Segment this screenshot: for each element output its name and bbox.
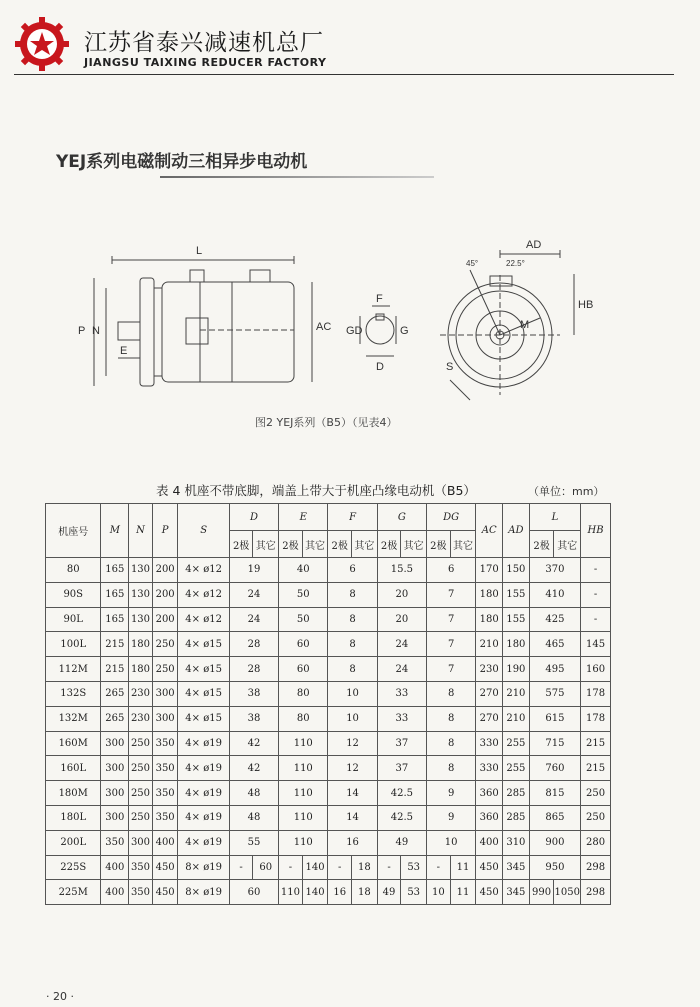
table-row xyxy=(46,632,611,657)
table-cell: 300 xyxy=(101,731,129,756)
table-cell: 80 xyxy=(279,706,328,731)
table-cell: 37 xyxy=(377,731,426,756)
table-cell: 165 xyxy=(101,558,129,583)
table-cell: 42.5 xyxy=(377,781,426,806)
table-cell: 350 xyxy=(152,781,178,806)
table-cell: 180 xyxy=(503,632,530,657)
table-row xyxy=(46,805,611,830)
table-cell: 110 xyxy=(279,880,303,905)
table-cell: 200 xyxy=(152,558,178,583)
table-cell: 4× ø19 xyxy=(178,731,229,756)
table-cell: 215 xyxy=(581,731,611,756)
page-number: · 20 · xyxy=(46,990,74,1003)
col-M: M xyxy=(101,504,129,558)
shaft-keyway-view xyxy=(360,306,396,356)
table-title: 表 4 机座不带底脚，端盖上带大于机座凸缘电动机（B5） xyxy=(156,483,476,498)
table-cell: 225M xyxy=(46,880,101,905)
table-cell: 110 xyxy=(279,805,328,830)
table-cell: 150 xyxy=(503,558,530,583)
table-cell: 4× ø19 xyxy=(178,781,229,806)
table-cell: 24 xyxy=(229,607,278,632)
table-cell: 4× ø15 xyxy=(178,681,229,706)
table-cell: 50 xyxy=(279,582,328,607)
table-cell: 60 xyxy=(229,880,278,905)
table-cell: 300 xyxy=(101,781,129,806)
table-cell: 200L xyxy=(46,830,101,855)
table-cell: 11 xyxy=(450,880,476,905)
table-cell: 12 xyxy=(328,731,377,756)
table-row xyxy=(46,558,611,583)
table-cell: 42 xyxy=(229,731,278,756)
table-cell: 450 xyxy=(476,880,503,905)
table-cell: 160M xyxy=(46,731,101,756)
table-cell: 12 xyxy=(328,756,377,781)
table-cell: 215 xyxy=(581,756,611,781)
sub-other: 其它 xyxy=(302,531,328,558)
table-cell: 400 xyxy=(101,880,129,905)
table-cell: 815 xyxy=(529,781,580,806)
table-cell: 130 xyxy=(129,582,153,607)
table-row xyxy=(46,830,611,855)
table-cell: 165 xyxy=(101,582,129,607)
table-cell: - xyxy=(279,855,303,880)
col-AD: AD xyxy=(503,504,530,558)
dim-label-G: G xyxy=(400,325,409,337)
table-cell: 250 xyxy=(581,805,611,830)
table-row xyxy=(46,706,611,731)
col-AC: AC xyxy=(476,504,503,558)
table-cell: 38 xyxy=(229,706,278,731)
table-cell: 180M xyxy=(46,781,101,806)
table-cell: 400 xyxy=(152,830,178,855)
table-cell: 18 xyxy=(352,855,378,880)
table-cell: 48 xyxy=(229,781,278,806)
table-cell: 180L xyxy=(46,805,101,830)
table-cell: 38 xyxy=(229,681,278,706)
table-cell: 450 xyxy=(152,880,178,905)
table-cell: 100L xyxy=(46,632,101,657)
table-cell: 210 xyxy=(476,632,503,657)
table-row xyxy=(46,756,611,781)
table-row xyxy=(46,607,611,632)
table-row xyxy=(46,855,611,880)
table-cell: 900 xyxy=(529,830,580,855)
table-cell: 4× ø12 xyxy=(178,558,229,583)
dim-label-GD: GD xyxy=(346,325,363,337)
table-row xyxy=(46,781,611,806)
sub-pole2: 2极 xyxy=(427,531,451,558)
table-cell: 465 xyxy=(529,632,580,657)
table-cell: 110 xyxy=(279,781,328,806)
table-cell: 345 xyxy=(503,880,530,905)
sub-other: 其它 xyxy=(352,531,378,558)
table-cell: 210 xyxy=(503,706,530,731)
table-cell: 298 xyxy=(581,880,611,905)
table-cell: 180 xyxy=(129,632,153,657)
table-cell: 10 xyxy=(328,706,377,731)
table-cell: 37 xyxy=(377,756,426,781)
table-cell: 7 xyxy=(427,582,476,607)
table-cell: 110 xyxy=(279,756,328,781)
sub-other: 其它 xyxy=(401,531,427,558)
table-cell: 350 xyxy=(129,880,153,905)
dim-label-D: D xyxy=(376,361,384,373)
table-cell: 250 xyxy=(129,756,153,781)
table-cell: 160L xyxy=(46,756,101,781)
table-cell: 200 xyxy=(152,607,178,632)
table-cell: 4× ø15 xyxy=(178,657,229,682)
table-cell: 8× ø19 xyxy=(178,855,229,880)
table-cell: 285 xyxy=(503,781,530,806)
table-cell: 4× ø12 xyxy=(178,582,229,607)
table-cell: 300 xyxy=(152,681,178,706)
table-cell: 190 xyxy=(503,657,530,682)
col-E: E xyxy=(279,504,328,531)
table-cell: 450 xyxy=(152,855,178,880)
table-cell: 400 xyxy=(101,855,129,880)
table-cell: 10 xyxy=(427,830,476,855)
table-cell: 80 xyxy=(279,681,328,706)
table-row xyxy=(46,731,611,756)
table-cell: 140 xyxy=(302,880,328,905)
table-row xyxy=(46,880,611,905)
table-cell: 575 xyxy=(529,681,580,706)
table-cell: 350 xyxy=(152,731,178,756)
table-cell: 285 xyxy=(503,805,530,830)
table-cell: 4× ø15 xyxy=(178,706,229,731)
table-cell: - xyxy=(328,855,352,880)
sub-pole2: 2极 xyxy=(377,531,401,558)
table-cell: 265 xyxy=(101,706,129,731)
table-cell: 270 xyxy=(476,681,503,706)
table-cell: 450 xyxy=(476,855,503,880)
table-cell: 110 xyxy=(279,731,328,756)
table-cell: 130 xyxy=(129,607,153,632)
table-cell: 112M xyxy=(46,657,101,682)
table-cell: 6 xyxy=(328,558,377,583)
table-cell: 8 xyxy=(328,632,377,657)
table-cell: 49 xyxy=(377,830,426,855)
table-cell: 130 xyxy=(129,558,153,583)
sub-pole2: 2极 xyxy=(328,531,352,558)
table-cell: 155 xyxy=(503,582,530,607)
table-cell: 24 xyxy=(377,657,426,682)
table-cell: 132S xyxy=(46,681,101,706)
table-cell: 330 xyxy=(476,731,503,756)
table-cell: 19 xyxy=(229,558,278,583)
col-frame: 机座号 xyxy=(46,504,101,558)
table-cell: 250 xyxy=(152,632,178,657)
company-name-chinese: 江苏省泰兴减速机总厂 xyxy=(84,30,324,56)
table-cell: 24 xyxy=(229,582,278,607)
table-cell: 60 xyxy=(279,657,328,682)
table-cell: 350 xyxy=(129,855,153,880)
table-cell: 410 xyxy=(529,582,580,607)
table-cell: 9 xyxy=(427,805,476,830)
dim-label-HB: HB xyxy=(578,299,594,311)
table-cell: 24 xyxy=(377,632,426,657)
dim-label-AD: AD xyxy=(526,239,542,251)
table-cell: 14 xyxy=(328,781,377,806)
table-cell: 330 xyxy=(476,756,503,781)
dim-label-S: S xyxy=(446,361,454,373)
sub-pole2: 2极 xyxy=(229,531,253,558)
table-cell: 298 xyxy=(581,855,611,880)
table-cell: 230 xyxy=(129,706,153,731)
table-cell: 4× ø19 xyxy=(178,805,229,830)
motor-side-view xyxy=(118,270,294,386)
table-cell: 4× ø12 xyxy=(178,607,229,632)
table-cell: 215 xyxy=(101,632,129,657)
table-cell: 8 xyxy=(427,731,476,756)
table-cell: 200 xyxy=(152,582,178,607)
table-cell: 53 xyxy=(401,855,427,880)
table-cell: 8 xyxy=(328,607,377,632)
table-cell: 950 xyxy=(529,855,580,880)
table-cell: - xyxy=(377,855,401,880)
table-cell: 7 xyxy=(427,632,476,657)
table-cell: 16 xyxy=(328,830,377,855)
table-cell: 165 xyxy=(101,607,129,632)
col-D: D xyxy=(229,504,278,531)
dim-label-P: P xyxy=(78,325,86,337)
section-title: YEJ系列电磁制动三相异步电动机 xyxy=(56,152,308,172)
col-G: G xyxy=(377,504,426,531)
table-cell: 170 xyxy=(476,558,503,583)
gear-star-logo-icon xyxy=(14,16,70,72)
table-cell: 300 xyxy=(101,805,129,830)
dim-label-N: N xyxy=(92,325,100,337)
table-cell: 60 xyxy=(279,632,328,657)
table-cell: 8 xyxy=(427,706,476,731)
figure-caption: 图2 YEJ系列（B5）（见表4） xyxy=(255,416,398,429)
table-cell: 280 xyxy=(581,830,611,855)
table-cell: - xyxy=(229,855,253,880)
table-cell: 8× ø19 xyxy=(178,880,229,905)
table-cell: 180 xyxy=(129,657,153,682)
table-cell: 33 xyxy=(377,681,426,706)
table-cell: 178 xyxy=(581,706,611,731)
table-cell: 345 xyxy=(503,855,530,880)
table-cell: 80 xyxy=(46,558,101,583)
table-cell: 50 xyxy=(279,607,328,632)
table-cell: 760 xyxy=(529,756,580,781)
table-cell: 425 xyxy=(529,607,580,632)
table-unit: （单位：mm） xyxy=(528,485,605,498)
table-cell: 16 xyxy=(328,880,352,905)
sub-other: 其它 xyxy=(450,531,476,558)
table-cell: 178 xyxy=(581,681,611,706)
table-row xyxy=(46,657,611,682)
table-cell: 300 xyxy=(152,706,178,731)
table-cell: 110 xyxy=(279,830,328,855)
dim-label-E: E xyxy=(120,345,128,357)
table-cell: 140 xyxy=(302,855,328,880)
table-cell: 715 xyxy=(529,731,580,756)
table-cell: 250 xyxy=(129,805,153,830)
table-cell: 990 xyxy=(529,880,554,905)
table-cell: - xyxy=(581,582,611,607)
sub-pole2: 2极 xyxy=(529,531,554,558)
motor-end-view xyxy=(440,250,574,400)
table-cell: 160 xyxy=(581,657,611,682)
dimension-table xyxy=(45,503,611,905)
table-cell: 15.5 xyxy=(377,558,426,583)
table-cell: 300 xyxy=(101,756,129,781)
table-cell: 255 xyxy=(503,756,530,781)
table-cell: 360 xyxy=(476,781,503,806)
table-row xyxy=(46,681,611,706)
table-cell: 180 xyxy=(476,607,503,632)
table-cell: 42.5 xyxy=(377,805,426,830)
table-cell: 132M xyxy=(46,706,101,731)
table-cell: 28 xyxy=(229,632,278,657)
table-cell: 225S xyxy=(46,855,101,880)
table-cell: 250 xyxy=(129,781,153,806)
table-cell: 495 xyxy=(529,657,580,682)
table-cell: - xyxy=(581,558,611,583)
company-name-english: JIANGSU TAIXING REDUCER FACTORY xyxy=(84,56,327,69)
motor-dimension-drawing xyxy=(0,230,700,410)
sub-other: 其它 xyxy=(554,531,581,558)
table-cell: 270 xyxy=(476,706,503,731)
table-cell: 210 xyxy=(503,681,530,706)
table-cell: 370 xyxy=(529,558,580,583)
table-cell: 60 xyxy=(253,855,279,880)
table-cell: 11 xyxy=(450,855,476,880)
table-cell: 49 xyxy=(377,880,401,905)
table-cell: 145 xyxy=(581,632,611,657)
table-cell: 14 xyxy=(328,805,377,830)
table-cell: 350 xyxy=(152,805,178,830)
dim-label-L: L xyxy=(196,245,203,257)
table-cell: 1050 xyxy=(554,880,581,905)
col-HB: HB xyxy=(581,504,611,558)
table-cell: 40 xyxy=(279,558,328,583)
col-F: F xyxy=(328,504,377,531)
dim-label-F: F xyxy=(376,293,383,305)
table-cell: 28 xyxy=(229,657,278,682)
table-cell: 615 xyxy=(529,706,580,731)
table-cell: 53 xyxy=(401,880,427,905)
table-cell: 10 xyxy=(427,880,451,905)
col-N: N xyxy=(129,504,153,558)
table-cell: 350 xyxy=(152,756,178,781)
col-DG: DG xyxy=(427,504,476,531)
table-cell: 255 xyxy=(503,731,530,756)
table-cell: 265 xyxy=(101,681,129,706)
table-cell: 4× ø15 xyxy=(178,632,229,657)
table-cell: 8 xyxy=(427,681,476,706)
sub-other: 其它 xyxy=(253,531,279,558)
col-S: S xyxy=(178,504,229,558)
col-P: P xyxy=(152,504,178,558)
table-cell: 4× ø19 xyxy=(178,830,229,855)
angle-label-45: 45° xyxy=(466,259,479,268)
table-cell: 350 xyxy=(101,830,129,855)
table-cell: 310 xyxy=(503,830,530,855)
sub-pole2: 2极 xyxy=(279,531,303,558)
table-cell: 6 xyxy=(427,558,476,583)
col-L: L xyxy=(529,504,580,531)
table-cell: 230 xyxy=(129,681,153,706)
title-underline xyxy=(160,176,434,178)
angle-label-22-5: 22.5° xyxy=(506,259,525,268)
table-cell: - xyxy=(427,855,451,880)
table-cell: 250 xyxy=(152,657,178,682)
table-cell: 18 xyxy=(352,880,378,905)
table-cell: - xyxy=(581,607,611,632)
table-cell: 8 xyxy=(328,657,377,682)
dim-label-AC: AC xyxy=(316,321,332,333)
table-cell: 230 xyxy=(476,657,503,682)
table-cell: 8 xyxy=(328,582,377,607)
table-cell: 48 xyxy=(229,805,278,830)
table-cell: 250 xyxy=(581,781,611,806)
table-cell: 215 xyxy=(101,657,129,682)
header-row-1 xyxy=(46,504,611,531)
table-cell: 33 xyxy=(377,706,426,731)
table-cell: 20 xyxy=(377,607,426,632)
table-cell: 8 xyxy=(427,756,476,781)
dim-label-M: M xyxy=(520,319,530,331)
table-cell: 4× ø19 xyxy=(178,756,229,781)
table-cell: 250 xyxy=(129,731,153,756)
table-cell: 180 xyxy=(476,582,503,607)
table-cell: 155 xyxy=(503,607,530,632)
table-cell: 55 xyxy=(229,830,278,855)
table-cell: 300 xyxy=(129,830,153,855)
table-cell: 90S xyxy=(46,582,101,607)
header-divider xyxy=(14,74,674,75)
table-cell: 20 xyxy=(377,582,426,607)
table-cell: 10 xyxy=(328,681,377,706)
table-cell: 42 xyxy=(229,756,278,781)
table-cell: 9 xyxy=(427,781,476,806)
table-cell: 90L xyxy=(46,607,101,632)
table-cell: 865 xyxy=(529,805,580,830)
table-cell: 7 xyxy=(427,607,476,632)
table-cell: 400 xyxy=(476,830,503,855)
table-row xyxy=(46,582,611,607)
table-cell: 360 xyxy=(476,805,503,830)
table-cell: 7 xyxy=(427,657,476,682)
